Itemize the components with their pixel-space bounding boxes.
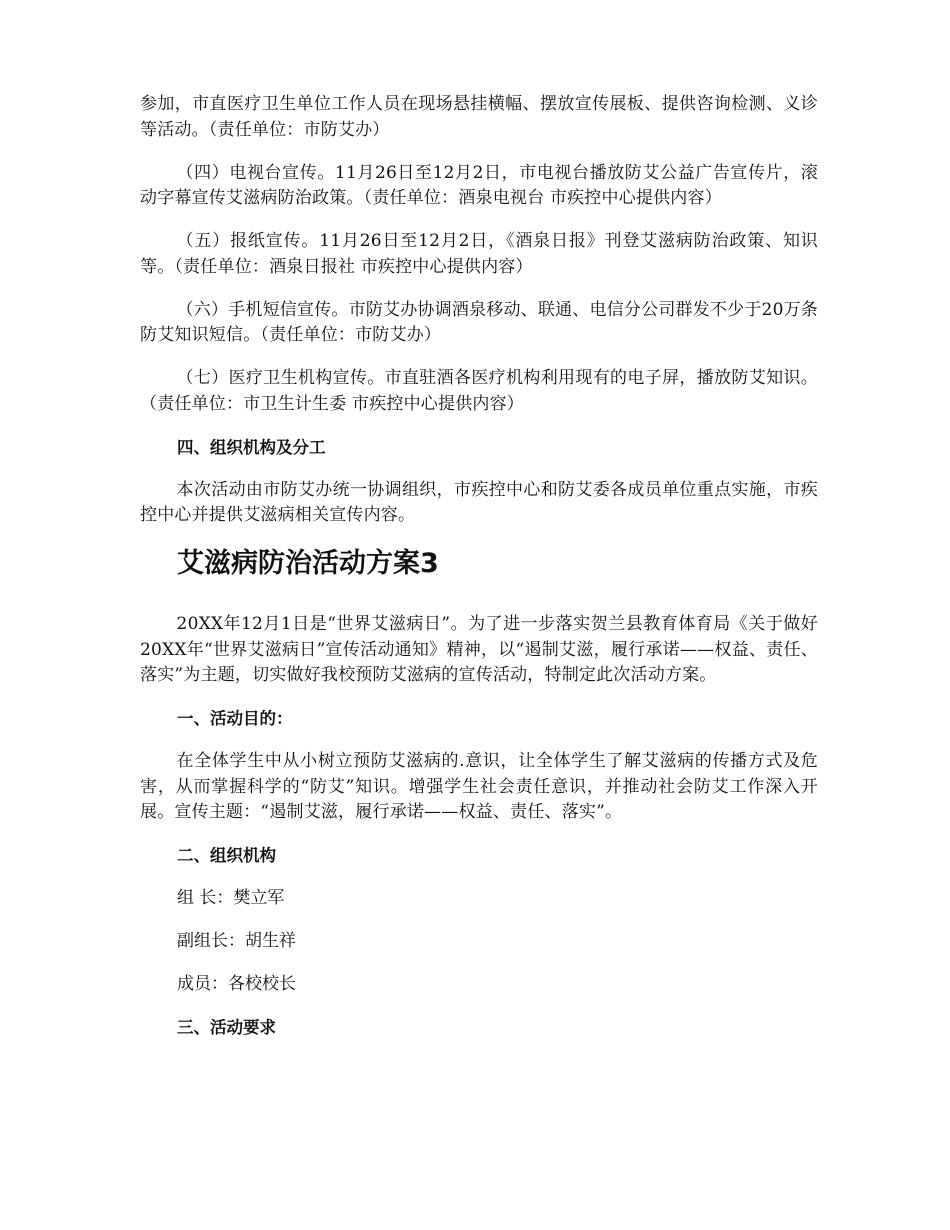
paragraph-intro: 20XX年12月1日是“世界艾滋病日”。为了进一步落实贺兰县教育体育局《关于做好20XX年“世界艾滋病日”宣传活动通知》精神，以“遏制艾滋，履行承诺——权益、责任、落实”为主题，切实做好我校预防艾滋病的宣传活动，特制定此次活动方案。 xyxy=(140,614,818,685)
heading-requirements: 三、活动要求 xyxy=(177,1018,276,1037)
paragraph-medical-publicity: （七）医疗卫生机构宣传。市直驻酒各医疗机构利用现有的电子屏，播放防艾知识。（责任单位：市卫生计生委 市疾控中心提供内容） xyxy=(140,368,818,414)
heading-organization: 二、组织机构 xyxy=(177,846,276,865)
paragraph-newspaper-publicity: （五）报纸宣传。11月26日至12月2日，《酒泉日报》刊登艾滋病防治政策、知识等。（责任单位：酒泉日报社 市疾控中心提供内容） xyxy=(140,231,818,277)
document-page xyxy=(140,92,818,1058)
heading-organization-division: 四、组织机构及分工 xyxy=(177,437,326,457)
paragraph-purpose: 在全体学生中从小树立预防艾滋病的.意识，让全体学生了解艾滋病的传播方式及危害，从而掌握科学的“防艾”知识。增强学生社会责任意识，并推动社会防艾工作深入开展。宣传主题：“遏制艾滋，履行承诺——权益、责任、落实”。 xyxy=(140,751,818,822)
paragraph-sms-publicity: （六）手机短信宣传。市防艾办协调酒泉移动、联通、电信分公司群发不少于20万条防艾知识短信。（责任单位：市防艾办） xyxy=(140,299,818,345)
paragraph-tv-publicity: （四）电视台宣传。11月26日至12月2日，市电视台播放防艾公益广告宣传片，滚动字幕宣传艾滋病防治政策。（责任单位：酒泉电视台 市疾控中心提供内容） xyxy=(140,162,818,208)
heading-purpose: 一、活动目的： xyxy=(177,709,293,728)
paragraph-organization: 本次活动由市防艾办统一协调组织，市疾控中心和防艾委各成员单位重点实施，市疾控中心并提供艾滋病相关宣传内容。 xyxy=(140,479,818,525)
paragraph-continuation: 参加，市直医疗卫生单位工作人员在现场悬挂横幅、摆放宣传展板、提供咨询检测、义诊等活动。（责任单位：市防艾办） xyxy=(140,94,818,140)
deputy-leader-line: 副组长：胡生祥 xyxy=(177,931,296,951)
section-title: 艾滋病防治活动方案3 xyxy=(177,548,439,579)
leader-line: 组 长：樊立军 xyxy=(177,888,285,908)
members-line: 成员：各校校长 xyxy=(177,974,296,994)
